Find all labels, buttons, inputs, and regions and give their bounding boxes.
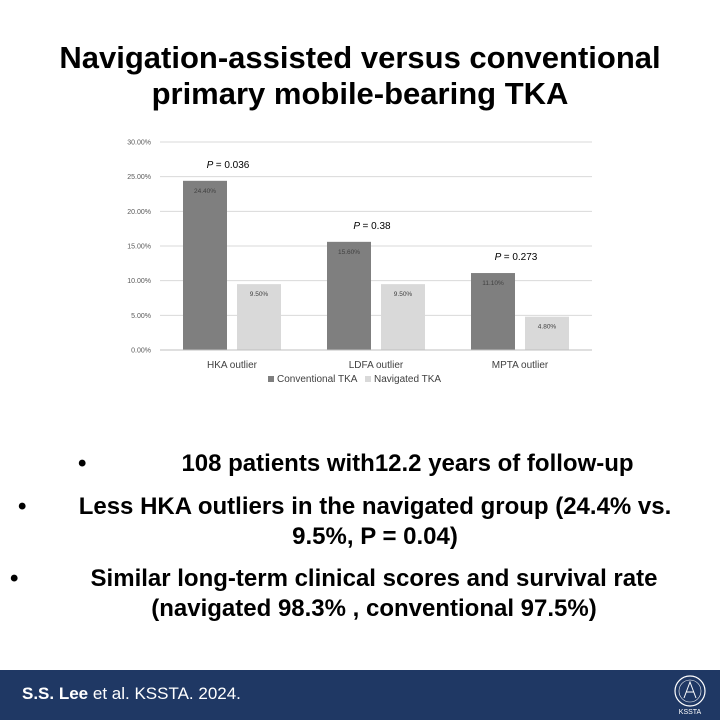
bullet-item-3 xyxy=(0,564,720,624)
slide-title xyxy=(0,40,720,112)
slide-title-line-1: Navigation-assisted versus conventional xyxy=(59,40,661,75)
bar xyxy=(327,242,371,350)
citation-rest: et al. KSSTA. 2024. xyxy=(88,684,241,703)
p-value-annotation: P = 0.38 xyxy=(353,220,391,232)
x-tick-label: LDFA outlier xyxy=(348,360,404,371)
bar xyxy=(525,317,569,350)
bullet-item-1 xyxy=(0,449,720,479)
bullet-text: Similar long-term clinical scores and survival rate (navigated 98.3% , conventional 97.5%) xyxy=(90,565,658,622)
y-tick-label: 15.00% xyxy=(127,243,151,251)
bullet-text: Less HKA outliers in the navigated group (24.4% vs. 9.5%, P = 0.04) xyxy=(78,493,672,550)
bar xyxy=(183,181,227,350)
slide-title-line-2: primary mobile-bearing TKA xyxy=(151,76,569,111)
citation-authors: S.S. Lee xyxy=(22,684,89,703)
p-value-annotation: P = 0.273 xyxy=(494,252,538,264)
x-tick-label: HKA outlier xyxy=(206,360,258,371)
outlier-bar-chart xyxy=(120,130,600,395)
legend-label: Conventional TKA xyxy=(277,374,358,385)
kssta-seal-icon xyxy=(668,673,712,711)
legend-swatch xyxy=(365,376,371,382)
y-tick-label: 25.00% xyxy=(127,174,151,182)
data-label: 24.40% xyxy=(193,187,217,195)
legend-label: Navigated TKA xyxy=(374,374,442,385)
logo-label: KSSTA xyxy=(678,709,702,716)
bullet-dot: • xyxy=(18,493,27,520)
bullet-dot: • xyxy=(10,565,19,592)
y-tick-label: 0.00% xyxy=(131,347,151,355)
p-value-annotation: P = 0.036 xyxy=(206,159,250,171)
footer-bar xyxy=(0,670,720,720)
bullet-text: 108 patients with12.2 years of follow-up xyxy=(181,450,634,477)
y-tick-label: 20.00% xyxy=(127,208,151,216)
y-tick-label: 30.00% xyxy=(127,139,151,147)
data-label: 4.80% xyxy=(537,323,557,331)
data-label: 9.50% xyxy=(249,291,269,299)
bullet-dot: • xyxy=(78,450,87,477)
data-label: 11.10% xyxy=(482,280,504,288)
citation xyxy=(22,684,241,704)
data-label: 15.60% xyxy=(337,248,361,256)
x-tick-label: MPTA outlier xyxy=(491,360,549,371)
kssta-logo xyxy=(668,673,712,717)
y-tick-label: 5.00% xyxy=(131,312,151,320)
legend-swatch xyxy=(268,376,274,382)
data-label: 9.50% xyxy=(393,291,413,299)
bullet-item-2 xyxy=(0,492,720,552)
y-tick-label: 10.00% xyxy=(127,278,151,286)
